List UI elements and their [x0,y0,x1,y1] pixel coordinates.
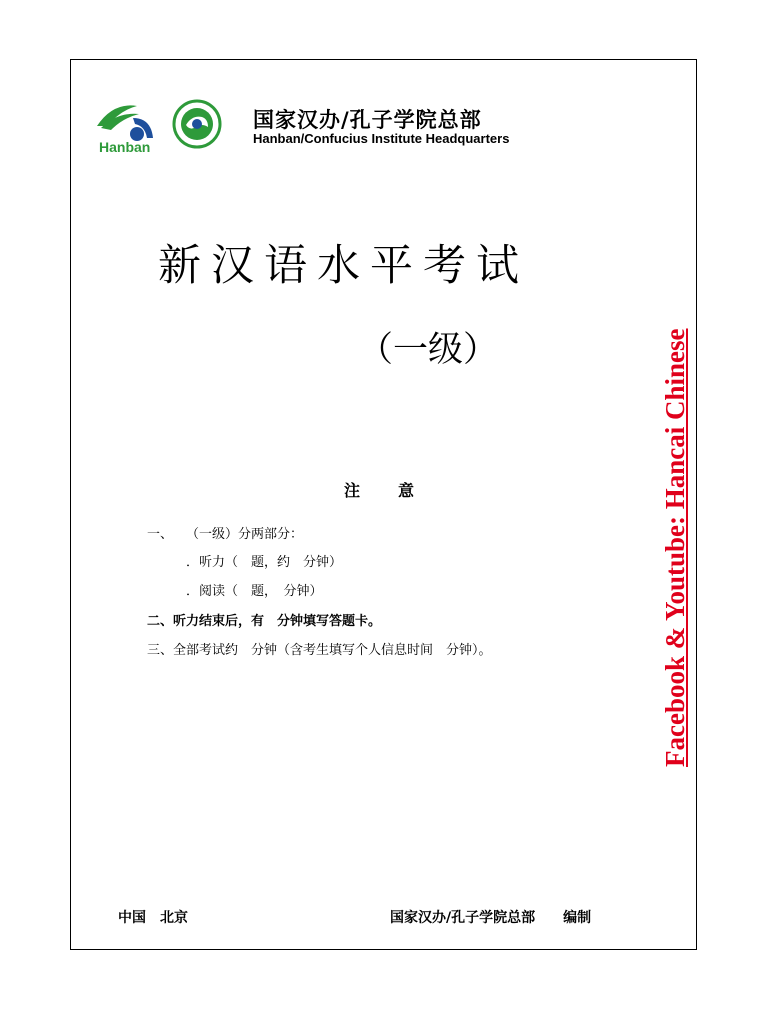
footer-location: 中国 北京 [118,910,188,926]
exam-level: （一级） [358,330,499,370]
page-border [70,59,697,950]
notice-line-1: 一、 （一级）分两部分： [147,527,304,542]
confucius-institute-logo [172,99,222,149]
notice-line-4: 二、听力结束后，有 分钟填写答题卡。 [147,614,382,629]
org-name-chinese: 国家汉办/孔子学院总部 [253,108,482,132]
footer-publisher: 国家汉办/孔子学院总部 编制 [390,910,592,926]
side-promo-text: Facebook & Youtube: Hancai Chinese [660,328,690,767]
exam-title: 新汉语水平考试 [158,241,529,291]
notice-heading: 注意 [344,481,453,500]
org-name-english: Hanban/Confucius Institute Headquarters [253,131,510,146]
notice-line-2: ．听力（ 题，约 分钟） [186,555,343,570]
hanban-logo-text: Hanban [99,139,151,155]
notice-line-5: 三、全部考试约 分钟（含考生填写个人信息时间 分钟）。 [147,643,492,658]
notice-line-3: ．阅读（ 题， 分钟） [186,584,323,599]
hanban-logo [93,96,161,156]
